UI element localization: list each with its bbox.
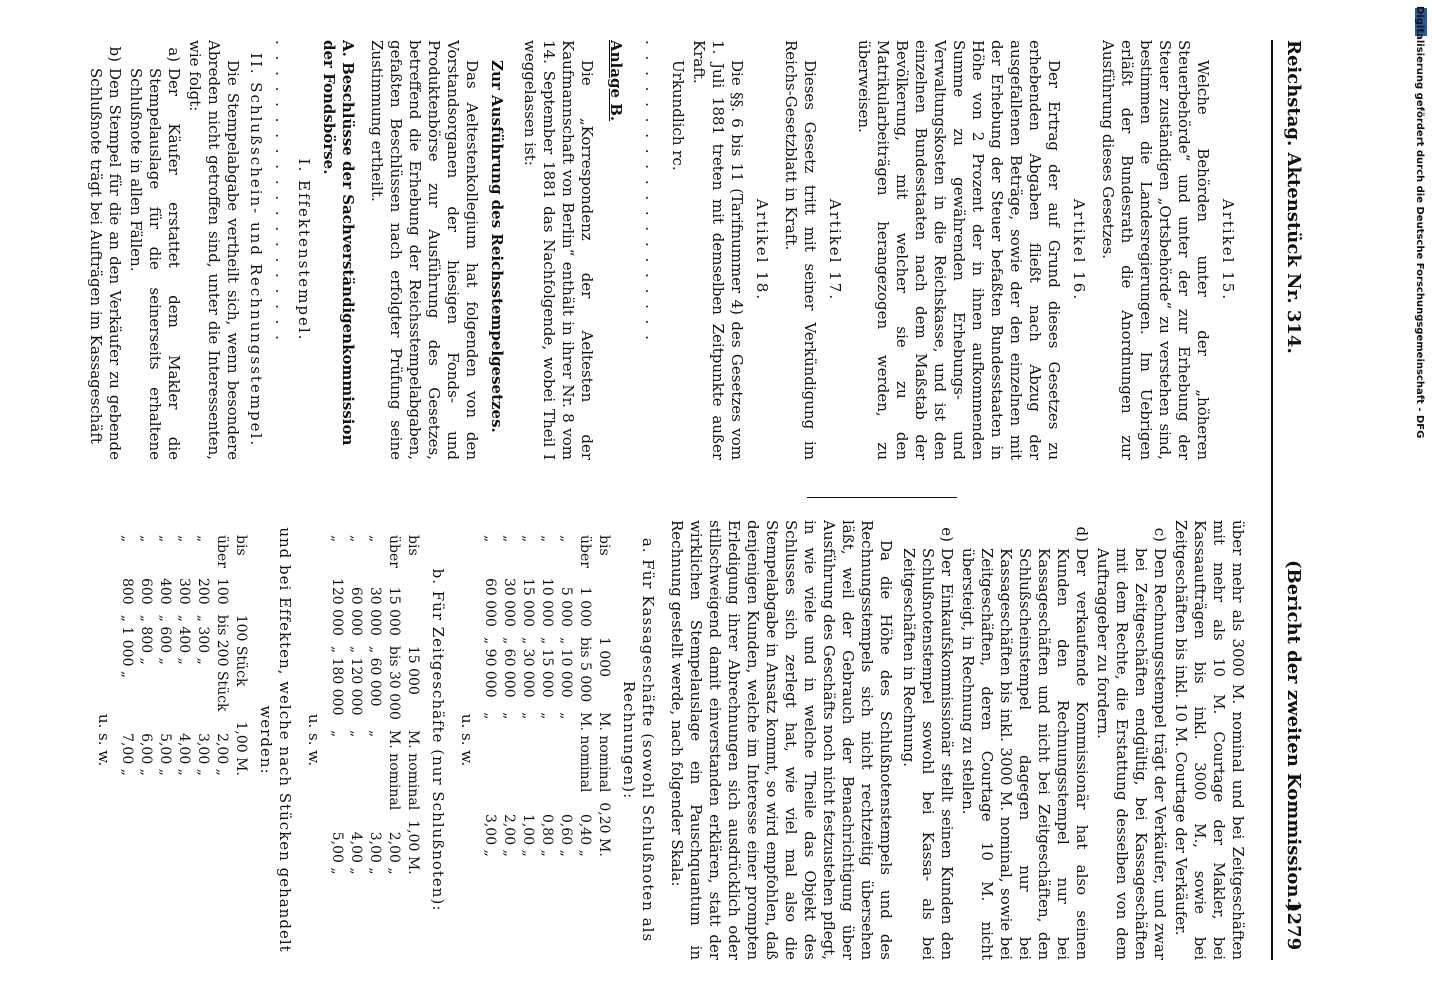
stamp-amount: 1,00 M. xyxy=(405,820,421,875)
range-from: 15 000 xyxy=(520,577,536,627)
dots-line: . . . . . . . . . . . . . . . . . . . . xyxy=(642,40,660,343)
stamp-amount: 0,80 „ xyxy=(539,813,555,857)
item-a-text: Der Käufer erstattet dem Makler die Stempelauslage für die seinerseits erhaltene Schlußnote in allen Fällen. xyxy=(127,68,183,460)
column-divider xyxy=(807,497,957,498)
dots-line-2: . . . . . . . . . . . . . . . . . . . . xyxy=(272,40,290,343)
urkundlich: Urkundlich rc. xyxy=(669,60,687,171)
stamp-amount: 2,00 „ xyxy=(501,813,517,857)
range-to: „ 15 000 xyxy=(539,636,555,698)
range-from xyxy=(231,573,250,610)
item-e xyxy=(899,520,956,960)
item-d-key: d) xyxy=(1073,526,1091,542)
range-prefix: bis xyxy=(405,535,421,556)
art16-text: Der Ertrag der auf Grund dieses Gesetzes zu erhebenden Abgaben fließt nach Abzug der ausgefallenen Beträge, sowie der den einzelnen mit der Erhebung der Steuer befaßten Bundesstaaten in Höhe von 2 Prozent der in ihnen aufkommenden Summe zu gewährenden Erhebungs- und Verwaltungskosten in die Reichskasse, und ist den einzelnen Bundesstaaten nach dem Maßstab der Bevölkerung, mit welcher sie zu den Matrikularbeiträgen herangezogen werden, zu überweisen. xyxy=(855,40,1063,460)
table-row xyxy=(193,530,212,781)
kassa-table xyxy=(480,530,613,862)
zeit-title: b. Für Zeitgeschäfte (nur Schlußnoten): xyxy=(429,568,447,912)
range-to: „ 60 000 xyxy=(501,636,517,698)
unit: „ xyxy=(520,712,536,720)
range-from: 100 xyxy=(214,577,230,605)
table-row xyxy=(212,530,231,781)
korrespondenz-text: Die „Korrespondenz der Aeltesten der Kaufmannschaft von Berlin“ enthält in ihrer Nr. 8 vom 14. September 1881 das Nachfolgende, wobei Theil I weggelassen ist: xyxy=(521,40,596,460)
stueck-table xyxy=(117,530,250,781)
range-to: bis 200 Stück xyxy=(214,614,230,712)
art15-text: Welche Behörden unter der „höheren Steuerbehörde“ und unter der zur Erhebung der Steuer zuständigen „Ortsbehörde“ zu verstehen sind, bestimmen die Landesregierungen. Im Uebrigen erläßt der Bundesrath die Anordnungen zur Ausführung dieses Gesetzes. xyxy=(1099,40,1212,460)
continuation-text: über mehr als 3000 M. nominal und bei Zeitgeschäften mit mehr als 10 M. Courtage der Makler, bei Kassaaufträgen bis inkl. 3000 M., sowie bei Zeitgeschäften bis inkl. 10 M. Courtage der Verkäufer. xyxy=(1172,520,1247,960)
table-row xyxy=(365,530,384,880)
range-from: 200 xyxy=(195,577,211,605)
range-to: „ 180 000 xyxy=(329,645,345,716)
schlussschein-text: Die Stempelabgabe vertheilt sich, wenn besondere Abreden nicht getroffen sind, unter die Interessenten, wie folgt: xyxy=(186,40,242,460)
range-to: „ 300 „ xyxy=(195,614,211,665)
range-from: 800 xyxy=(119,577,135,605)
art16-title: Artikel 16. xyxy=(1070,198,1088,302)
stamp-amount: 0,60 „ xyxy=(558,813,574,857)
range-prefix: über xyxy=(577,535,593,568)
item-b-key: b) xyxy=(106,46,124,62)
range-prefix: „ xyxy=(138,535,154,543)
unit: M. nominal xyxy=(577,712,593,793)
range-to: „ 1 000 „ xyxy=(119,614,135,679)
page-number: 1279 xyxy=(1283,900,1304,951)
range-to: 1 000 xyxy=(596,636,612,678)
kassa-title: a. Für Kassageschäfte (sowohl Schlußnoten als Rechnungen): xyxy=(620,537,657,943)
stamp-amount: 1,00 M. xyxy=(233,721,249,776)
art18-text: Die §§. 6 bis 11 (Tarifnummer 4) des Gesetzes vom 1. Juli 1881 treten mit demselben Zeitpunkte außer Kraft. xyxy=(690,40,746,460)
range-prefix: „ xyxy=(501,535,517,543)
range-to: bis 30 000 xyxy=(386,645,402,720)
range-from: 300 xyxy=(176,577,192,605)
table-row xyxy=(556,530,575,862)
art17-title: Artikel 17. xyxy=(826,198,844,302)
stamp-amount: 1,00 „ xyxy=(520,813,536,857)
unit: M. nominal xyxy=(596,712,612,793)
unit: „ xyxy=(367,729,383,738)
stueck-usw: u. s. w. xyxy=(95,713,113,767)
item-b-text: Den Stempel für die an den Verkäufer zu gebende Schlußnote trägt bei Aufträgen im Kassageschäft xyxy=(87,68,124,460)
range-from: 60 000 xyxy=(482,577,498,627)
stamp-amount: 7,00 „ xyxy=(119,733,135,776)
range-prefix: über xyxy=(214,535,230,568)
range-prefix: „ xyxy=(176,535,192,543)
item-d xyxy=(958,520,1091,960)
table-row xyxy=(575,530,594,862)
range-from xyxy=(594,573,613,632)
unit: „ xyxy=(329,729,345,738)
item-e-text: Der Einkaufskommissionär stellt seinen Kunden den Schlußnotenstempel sowohl bei Kassa- als bei Zeitgeschäften in Rechnung. xyxy=(900,548,956,960)
unit: „ xyxy=(501,712,517,720)
left-column xyxy=(84,40,1247,460)
table-row xyxy=(231,530,250,781)
table-row xyxy=(403,530,422,880)
sidebar-credit: Digitalisierung gefördert durch die Deutsche Forschungsgemeinschaft - DFG xyxy=(1414,6,1425,439)
range-from: 400 xyxy=(157,577,173,605)
kassa-usw: u. s. w. xyxy=(458,713,476,767)
table-row xyxy=(174,530,193,781)
header-center: (Bericht der zweiten Kommission.) xyxy=(1283,560,1304,913)
range-prefix: „ xyxy=(482,535,498,543)
right-column xyxy=(94,520,1247,960)
zeit-table xyxy=(327,530,422,880)
stamp-amount: 0,20 M. xyxy=(596,802,612,857)
art17-text: Dieses Gesetz tritt mit seiner Verkündigung im Reichs-Gesetzblatt in Kraft. xyxy=(782,40,819,460)
zur-ausfuehrung-title: Zur Ausführung des Reichsstempelgesetzes. xyxy=(488,60,506,433)
stamp-amount: 0,40 „ xyxy=(577,813,593,857)
da-text: Da die Höhe des Schlußnotenstempels und des Rechnungsstempels sich nicht rechtzeitig übersehen läßt, weil der Gebrauch der Benachrichtigung über Ausführung des Geschäfts noch nicht festzustehen pflegt, in wie viele und in welche Theile das Objekt des Schlusses sich zerlegt hat, wie viel mal also die Stempelabgabe in Ansatz kommt, so wird empfohlen, daß denjenigen Kunden, welche im Interesse einer prompten Erledigung ihrer Abrechnungen sich ausdrücklich oder stillschweigend damit einverstanden erklären, statt der wirklichen Stempelauslage ein Pauschquantum in Rechnung gestellt werde, nach folgender Skala: xyxy=(668,520,895,960)
stamp-amount: 2,00 „ xyxy=(214,733,230,776)
stamp-amount: 6,00 „ xyxy=(138,733,154,776)
table-row xyxy=(136,530,155,781)
table-row xyxy=(537,530,556,862)
beschluesse-title: A. Beschlüsse der Sachverständigenkommission der Fondsbörse. xyxy=(320,40,357,446)
item-a-key: a) xyxy=(165,47,183,62)
table-row xyxy=(384,530,403,880)
aeltesten-text: Das Aeltestenkollegium hat folgenden von den Vorstandsorganen der hiesigen Fonds- und Produktenbörse zur Ausführung des Gesetzes, betreffend die Erhebung der Reichsstempelabgaben, gefaßten Beschlüssen nach erfolgter Prüfung seine Zustimmung ertheilt. xyxy=(368,40,481,460)
zeit-usw: u. s. w. xyxy=(305,713,323,767)
range-from: 60 000 xyxy=(348,586,364,636)
table-row xyxy=(117,530,136,781)
range-from: 30 000 xyxy=(367,586,383,636)
range-prefix: „ xyxy=(348,535,364,543)
range-to: „ 800 „ xyxy=(138,614,154,665)
stamp-amount: 4,00 „ xyxy=(176,733,192,776)
unit: „ xyxy=(482,712,498,720)
item-c-text: Den Rechnungsstempel trägt der Verkäufer, und zwar bei Zeitgeschäften endgültig, bei Kassageschäften mit dem Rechte, die Erstattung desselben von dem Auftraggeber zu fordern. xyxy=(1094,548,1169,960)
stamp-amount: 4,00 „ xyxy=(348,831,364,875)
item-d-text: Der verkaufende Kommissionär hat also seinen Kunden den Rechnungsstempel nur bei Kassageschäften und nicht bei Zeitgeschäften, den Schlußscheinstempel dagegen nur bei Kassageschäften bis inkl. 3000 M. nominal, sowie bei Zeitgeschäften, deren Courtage 10 M. nicht übersteigt, in Rechnung zu stellen. xyxy=(959,548,1091,960)
range-to: „ 600 „ xyxy=(157,614,173,665)
stamp-amount: 3,00 „ xyxy=(195,733,211,776)
unit: „ xyxy=(558,712,574,720)
range-to: „ 10 000 xyxy=(558,636,574,698)
range-to: „ 90 000 xyxy=(482,636,498,698)
header-left: Reichstag. Aktenstück Nr. 314. xyxy=(1283,40,1304,354)
item-e-key: e) xyxy=(938,527,956,542)
range-from: 120 000 xyxy=(329,577,345,636)
range-prefix: „ xyxy=(195,535,211,543)
unit: „ xyxy=(348,729,364,738)
range-prefix: „ xyxy=(157,535,173,543)
range-to: „ 400 „ xyxy=(176,614,192,665)
anlage-title: Anlage B. xyxy=(607,40,625,122)
item-c-key: c) xyxy=(1151,527,1169,542)
table-row xyxy=(480,530,499,862)
header-rule xyxy=(1271,40,1273,960)
item-a xyxy=(126,40,183,460)
range-to: „ 30 000 xyxy=(520,636,536,698)
stamp-amount: 3,00 „ xyxy=(482,813,498,857)
range-from xyxy=(403,573,422,641)
art18-title: Artikel 18. xyxy=(753,198,771,302)
range-to: „ 120 000 xyxy=(348,645,364,716)
range-prefix: „ xyxy=(558,535,574,543)
range-from: 600 xyxy=(138,577,154,605)
stamp-amount: 5,00 „ xyxy=(157,733,173,776)
range-to: bis 5 000 xyxy=(577,636,593,703)
schlussschein-title: II. Schlußschein- und Rechnungsstempel. xyxy=(247,52,265,448)
range-to: 15 000 xyxy=(405,645,421,695)
unit: M. nominal xyxy=(405,729,421,811)
range-to: „ 60 000 xyxy=(367,645,383,707)
table-row xyxy=(518,530,537,862)
range-from: 15 000 xyxy=(386,586,402,636)
unit: „ xyxy=(539,712,555,720)
item-b xyxy=(86,40,124,460)
stueck-title: und bei Effekten, welche nach Stücken gehandelt werden: xyxy=(257,527,294,953)
range-prefix: bis xyxy=(233,535,249,556)
range-from: 1 000 xyxy=(577,586,593,627)
unit: M. nominal xyxy=(386,729,402,811)
range-prefix: „ xyxy=(539,535,555,543)
range-prefix: über xyxy=(386,535,402,568)
rotated-document xyxy=(17,0,1317,1000)
table-row xyxy=(499,530,518,862)
range-from: 10 000 xyxy=(539,577,555,627)
stamp-amount: 5,00 „ xyxy=(329,831,345,875)
table-row xyxy=(594,530,613,862)
range-prefix: bis xyxy=(596,535,612,556)
effektenstempel-title: I. Effektenstempel. xyxy=(295,158,313,342)
stamp-amount: 2,00 „ xyxy=(386,831,402,875)
range-prefix: „ xyxy=(520,535,536,543)
range-prefix: „ xyxy=(119,535,135,543)
art15-title: Artikel 15. xyxy=(1219,198,1237,302)
table-row xyxy=(346,530,365,880)
range-prefix: „ xyxy=(367,535,383,543)
range-from: 5 000 xyxy=(558,586,574,627)
range-from: 30 000 xyxy=(501,577,517,627)
item-c xyxy=(1093,520,1169,960)
stamp-amount: 3,00 „ xyxy=(367,831,383,875)
range-to: 100 Stück xyxy=(233,614,249,687)
range-prefix: „ xyxy=(329,535,345,543)
table-row xyxy=(155,530,174,781)
table-row xyxy=(327,530,346,880)
